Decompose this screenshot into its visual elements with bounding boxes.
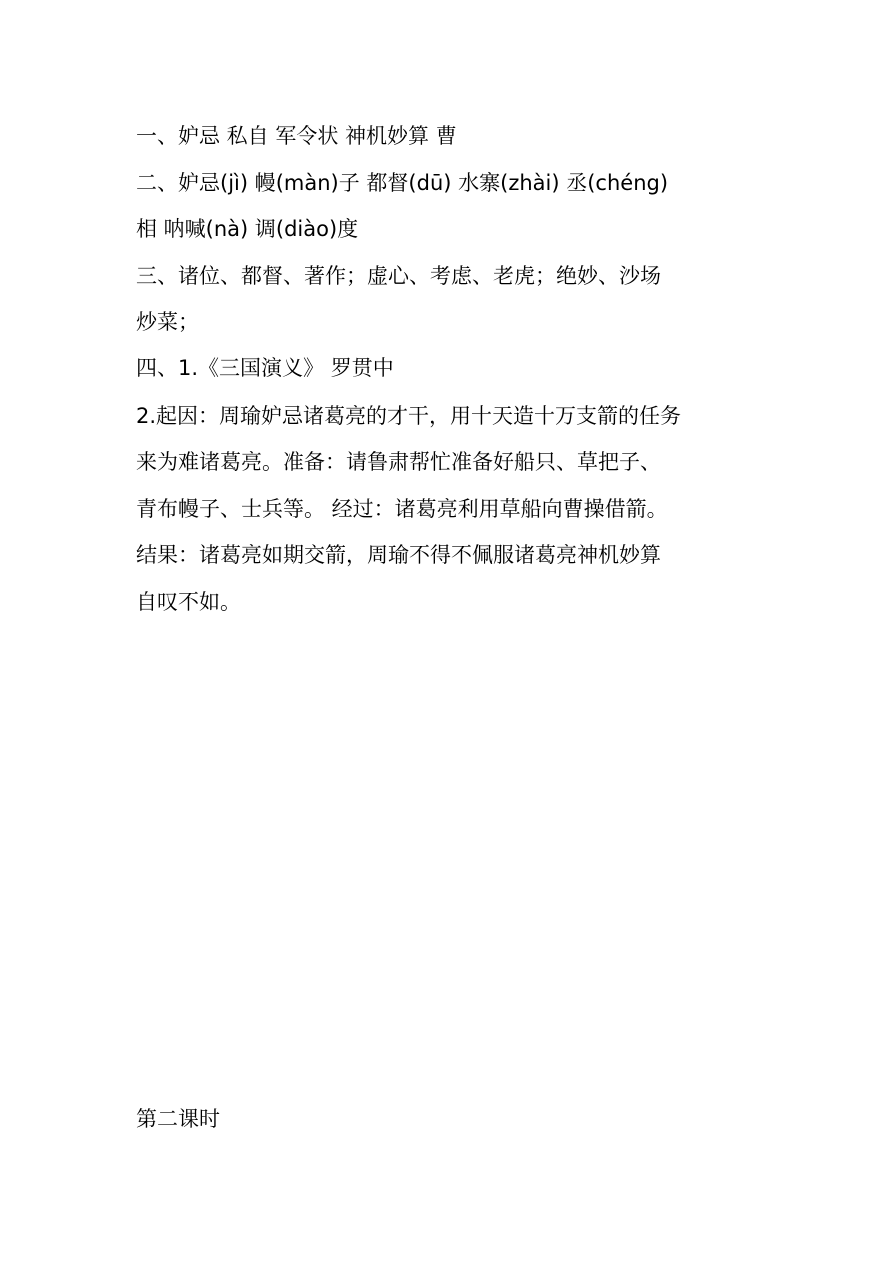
answer-line-2: 二、妒忌(jì) 幔(màn)子 都督(dū) 水寨(zhài) 丞(chéng) [136, 171, 669, 195]
answer-line-7: 2.起因：周瑜妒忌诸葛亮的才干，用十天造十万支箭的任务 [136, 404, 682, 428]
answer-line-4: 三、诸位、都督、著作；虚心、考虑、老虎；绝妙、沙场 [136, 264, 661, 288]
answer-line-5: 炒菜； [136, 310, 199, 334]
answer-line-8: 来为难诸葛亮。准备：请鲁肃帮忙准备好船只、草把子、 [136, 450, 661, 474]
answer-line-6: 四、1.《三国演义》 罗贯中 [136, 356, 394, 380]
answer-line-11: 自叹不如。 [136, 590, 241, 614]
answer-line-3: 相 呐喊(nà) 调(diào)度 [136, 217, 359, 241]
answer-line-10: 结果：诸葛亮如期交箭，周瑜不得不佩服诸葛亮神机妙算 [136, 543, 661, 567]
section-heading: 第二课时 [136, 1107, 220, 1131]
answer-line-9: 青布幔子、士兵等。 经过：诸葛亮利用草船向曹操借箭。 [136, 497, 668, 521]
answer-line-1: 一、妒忌 私自 军令状 神机妙算 曹 [136, 124, 457, 148]
